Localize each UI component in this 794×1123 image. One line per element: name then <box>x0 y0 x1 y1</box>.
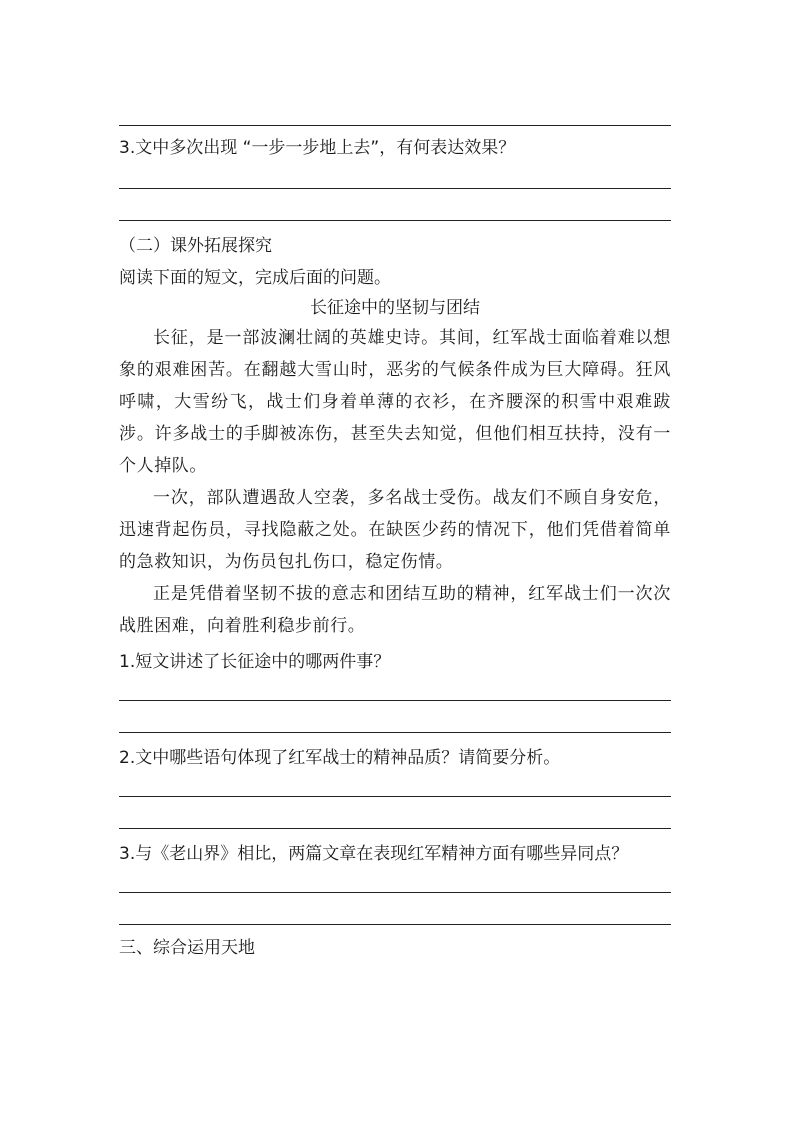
answer-line[interactable] <box>119 125 671 126</box>
answer-line[interactable] <box>119 700 671 701</box>
instruction-text: 阅读下面的短文，完成后面的问题。 <box>119 268 391 288</box>
article-paragraph: 一次，部队遭遇敌人空袭，多名战士受伤。战友们不顾自身安危，迅速背起伤员，寻找隐蔽之处。在缺医少药的情况下，他们凭借着简单的急救知识，为伤员包扎伤口，稳定伤情。 <box>119 488 671 572</box>
section-heading: （二）课外拓展探究 <box>119 236 272 256</box>
article-paragraph: 长征，是一部波澜壮阔的英雄史诗。其间，红军战士面临着难以想象的艰难困苦。在翻越大雪山时，恶劣的气候条件成为巨大障碍。狂风呼啸，大雪纷飞，战士们身着单薄的衣衫，在齐腰深的积雪中艰难跋涉。许多战士的手脚被冻伤，甚至失去知觉，但他们相互扶持，没有一个人掉队。 <box>119 328 671 476</box>
article-title: 长征途中的坚韧与团结 <box>310 298 480 318</box>
answer-line[interactable] <box>119 796 671 797</box>
question-3: 3.与《老山界》相比，两篇文章在表现红军精神方面有哪些异同点？ <box>119 844 629 864</box>
question-2: 2.文中哪些语句体现了红军战士的精神品质？请简要分析。 <box>119 748 561 768</box>
answer-line[interactable] <box>119 924 671 925</box>
answer-line[interactable] <box>119 828 671 829</box>
answer-line[interactable] <box>119 732 671 733</box>
answer-line[interactable] <box>119 188 671 189</box>
section-heading: 三、综合运用天地 <box>119 938 255 958</box>
answer-line[interactable] <box>119 220 671 221</box>
answer-line[interactable] <box>119 892 671 893</box>
question-1: 1.短文讲述了长征途中的哪两件事？ <box>119 652 391 672</box>
article-paragraph: 正是凭借着坚韧不拔的意志和团结互助的精神，红军战士们一次次战胜困难，向着胜利稳步前行。 <box>119 584 671 636</box>
question-3-prev: 3.文中多次出现 “一步一步地上去”，有何表达效果？ <box>119 138 516 158</box>
